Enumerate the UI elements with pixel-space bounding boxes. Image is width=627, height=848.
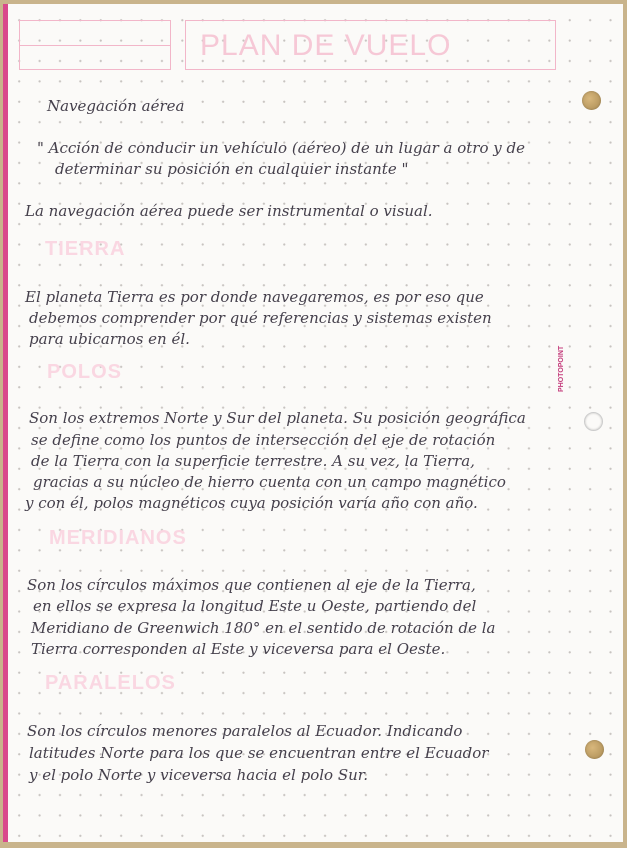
tierra-line-1: El planeta Tierra es por donde navegaremos, es por eso que <box>25 288 484 306</box>
binder-hole-bottom <box>585 740 604 759</box>
tierra-line-2: debemos comprender por qué referencias y sistemas existen <box>29 309 492 327</box>
margin-line <box>3 4 8 842</box>
meridianos-line-1: Son los círculos máximos que contienen al eje de la Tierra, <box>27 576 476 594</box>
meridianos-line-2: en ellos se expresa la longitud Este u Oeste, partiendo del <box>33 597 477 615</box>
tierra-line-3: para ubicarnos en él. <box>29 330 190 348</box>
polos-line-5: y con él, polos magnéticos cuya posición varía año con año. <box>25 494 478 512</box>
heading-tierra: TIERRA <box>45 238 126 260</box>
heading-meridianos: MERIDIANOS <box>49 527 187 549</box>
polos-line-2: se define como los puntos de intersección del eje de rotación <box>31 431 496 449</box>
notebook-page <box>3 4 623 842</box>
binder-hole-top <box>582 91 601 110</box>
header-box-title <box>185 20 556 70</box>
section-title-navegacion: Navegación aérea <box>47 97 185 115</box>
polos-line-3: de la Tierra con la superficie terrestre. A su vez, la Tierra, <box>31 452 475 470</box>
page-title: PLAN DE VUELO <box>200 29 452 62</box>
meridianos-line-3: Meridiano de Greenwich 180° en el sentido de rotación de la <box>31 619 496 637</box>
quote-line-1: " Acción de conducir un vehículo (aéreo) de un lugar a otro y de <box>37 139 525 157</box>
header-box-divider <box>20 45 170 46</box>
navegacion-line: La navegación aérea puede ser instrumental o visual. <box>25 202 433 220</box>
paralelos-line-1: Son los círculos menores paralelos al Ecuador. Indicando <box>27 722 463 740</box>
brand-mark: PHOTOPOINT <box>558 345 565 392</box>
quote-line-2: determinar su posición en cualquier instante " <box>55 160 409 178</box>
paralelos-line-3: y el polo Norte y viceversa hacia el polo Sur. <box>29 766 369 784</box>
heading-polos: POLOS <box>47 361 123 383</box>
meridianos-line-4: Tierra corresponden al Este y viceversa para el Oeste. <box>31 640 446 658</box>
binder-hole-middle <box>584 412 603 431</box>
polos-line-4: gracias a su núcleo de hierro cuenta con un campo magnético <box>33 473 506 491</box>
polos-line-1: Son los extremos Norte y Sur del planeta. Su posición geográfica <box>29 409 526 427</box>
heading-paralelos: PARALELOS <box>45 672 176 694</box>
header-box-left <box>19 20 171 70</box>
paralelos-line-2: latitudes Norte para los que se encuentran entre el Ecuador <box>29 744 489 762</box>
